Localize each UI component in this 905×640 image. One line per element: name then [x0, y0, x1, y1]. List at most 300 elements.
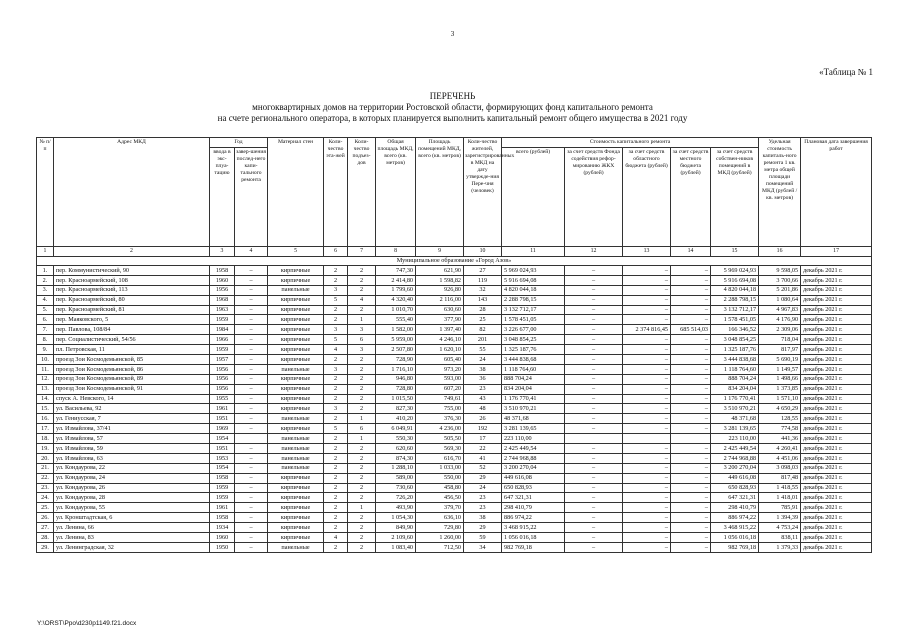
cell-cost-fund: – — [565, 266, 623, 276]
cell-deadline: декабрь 2021 г. — [801, 345, 872, 355]
cell-premises-area: 926,80 — [416, 285, 464, 295]
cell-total-area: 550,30 — [376, 434, 416, 444]
cell-premises-area: 605,40 — [416, 355, 464, 365]
cell-floors: 2 — [324, 414, 348, 424]
cell-premises-area: 1 260,00 — [416, 533, 464, 543]
cell-entrances: 2 — [348, 305, 376, 315]
cell-cost-fund: – — [565, 355, 623, 365]
cell-wall-material: кирпичные — [268, 394, 324, 404]
cell-floors: 2 — [324, 305, 348, 315]
cell-cost-local: – — [671, 453, 711, 463]
cell-premises-area: 456,50 — [416, 493, 464, 503]
cell-residents: 59 — [464, 533, 502, 543]
cell-deadline: декабрь 2021 г. — [801, 384, 872, 394]
cell-cost-fund: – — [565, 493, 623, 503]
cell-row-number: 28. — [37, 533, 54, 543]
column-number: 5 — [268, 247, 324, 257]
cell-wall-material: кирпичные — [268, 355, 324, 365]
header-year-built: ввода в экс-плуа-тацию — [210, 148, 235, 247]
cell-cost-fund: – — [565, 374, 623, 384]
cell-year-repair: – — [235, 404, 268, 414]
cell-row-number: 3. — [37, 285, 54, 295]
cell-deadline: декабрь 2021 г. — [801, 493, 872, 503]
cell-cost-fund: – — [565, 364, 623, 374]
cell-premises-area: 376,30 — [416, 414, 464, 424]
header-cost-total: всего (рублей) — [502, 148, 565, 247]
table-row — [37, 404, 872, 414]
cell-cost-fund: – — [565, 453, 623, 463]
cell-year-built: 1961 — [210, 404, 235, 414]
cell-cost-regional: – — [623, 523, 671, 533]
cell-deadline: декабрь 2021 г. — [801, 355, 872, 365]
cell-entrances: 2 — [348, 542, 376, 552]
cell-residents: 201 — [464, 335, 502, 345]
cell-address: ул. Измайлова, 57 — [54, 434, 210, 444]
cell-address: проезд Зои Космодемьянской, 91 — [54, 384, 210, 394]
header-entrances: Коли-чество подъез-дов — [348, 138, 376, 247]
cell-floors: 2 — [324, 473, 348, 483]
cell-wall-material: кирпичные — [268, 374, 324, 384]
cell-cost-regional: – — [623, 355, 671, 365]
cell-cost-regional: – — [623, 453, 671, 463]
cell-residents: 41 — [464, 453, 502, 463]
cell-row-number: 10. — [37, 355, 54, 365]
cell-unit-cost: 1 379,33 — [759, 542, 801, 552]
cell-year-repair: – — [235, 355, 268, 365]
cell-total-area: 620,60 — [376, 444, 416, 454]
cell-total-area: 5 959,00 — [376, 335, 416, 345]
cell-year-built: 1954 — [210, 463, 235, 473]
cell-deadline: декабрь 2021 г. — [801, 453, 872, 463]
cell-cost-fund: – — [565, 483, 623, 493]
cell-address: пл. Петровская, 11 — [54, 345, 210, 355]
cell-cost-fund: – — [565, 414, 623, 424]
cell-cost-local: – — [671, 493, 711, 503]
cell-cost-fund: – — [565, 444, 623, 454]
cell-address: ул. Кондаурова, 26 — [54, 483, 210, 493]
cell-deadline: декабрь 2021 г. — [801, 513, 872, 523]
cell-floors: 2 — [324, 513, 348, 523]
cell-deadline: декабрь 2021 г. — [801, 473, 872, 483]
page-number: 3 — [450, 30, 455, 38]
cell-unit-cost: 3 700,66 — [759, 275, 801, 285]
cell-residents: 143 — [464, 295, 502, 305]
cell-year-repair: – — [235, 493, 268, 503]
cell-address: ул. Измайлова, 37/41 — [54, 424, 210, 434]
cell-cost-regional: – — [623, 384, 671, 394]
cell-cost-regional: – — [623, 315, 671, 325]
cell-cost-regional: 2 374 816,45 — [623, 325, 671, 335]
cell-cost-fund: – — [565, 503, 623, 513]
cell-cost-total: 3 048 854,25 — [502, 335, 565, 345]
cell-premises-area: 755,00 — [416, 404, 464, 414]
cell-premises-area: 379,70 — [416, 503, 464, 513]
cell-cost-regional: – — [623, 266, 671, 276]
cell-cost-local: – — [671, 285, 711, 295]
cell-year-built: 1959 — [210, 315, 235, 325]
cell-entrances: 2 — [348, 364, 376, 374]
table-row — [37, 345, 872, 355]
cell-year-repair: – — [235, 315, 268, 325]
cell-cost-total: 298 410,79 — [502, 503, 565, 513]
cell-total-area: 1 054,30 — [376, 513, 416, 523]
cell-total-area: 410,20 — [376, 414, 416, 424]
cell-unit-cost: 2 309,06 — [759, 325, 801, 335]
cell-cost-total: 888 704,24 — [502, 374, 565, 384]
cell-year-built: 1957 — [210, 355, 235, 365]
table-row — [37, 523, 872, 533]
cell-cost-owners: 4 820 044,18 — [711, 285, 759, 295]
column-number: 15 — [711, 247, 759, 257]
cell-total-area: 849,90 — [376, 523, 416, 533]
cell-year-built: 1934 — [210, 523, 235, 533]
cell-address: пер. Красноармейский, 113 — [54, 285, 210, 295]
cell-row-number: 14. — [37, 394, 54, 404]
cell-row-number: 17. — [37, 424, 54, 434]
cell-total-area: 555,40 — [376, 315, 416, 325]
cell-deadline: декабрь 2021 г. — [801, 533, 872, 543]
cell-year-repair: – — [235, 414, 268, 424]
cell-cost-regional: – — [623, 285, 671, 295]
column-number: 17 — [801, 247, 872, 257]
cell-premises-area: 377,90 — [416, 315, 464, 325]
cell-cost-fund: – — [565, 404, 623, 414]
table-row — [37, 335, 872, 345]
cell-floors: 2 — [324, 374, 348, 384]
cell-cost-total: 1 578 451,05 — [502, 315, 565, 325]
cell-year-repair: – — [235, 266, 268, 276]
table-row — [37, 285, 872, 295]
cell-premises-area: 505,50 — [416, 434, 464, 444]
cell-year-repair: – — [235, 523, 268, 533]
cell-unit-cost: 5 690,19 — [759, 355, 801, 365]
document-subtitle-line2: на счете регионального оператора, в которых планируется выполнить капитальный ремонт общего имущества в 2021 году — [217, 113, 688, 123]
cell-cost-local: – — [671, 335, 711, 345]
cell-cost-owners: 982 769,18 — [711, 542, 759, 552]
cell-year-repair: – — [235, 424, 268, 434]
cell-cost-local: – — [671, 266, 711, 276]
column-number: 7 — [348, 247, 376, 257]
cell-deadline: декабрь 2021 г. — [801, 424, 872, 434]
cell-entrances: 3 — [348, 345, 376, 355]
cell-cost-total: 3 468 915,22 — [502, 523, 565, 533]
cell-cost-owners: 166 346,52 — [711, 325, 759, 335]
cell-deadline: декабрь 2021 г. — [801, 275, 872, 285]
cell-address: ул. Васильева, 92 — [54, 404, 210, 414]
cell-cost-owners: 2 288 798,15 — [711, 295, 759, 305]
cell-year-built: 1961 — [210, 503, 235, 513]
cell-premises-area: 569,30 — [416, 444, 464, 454]
table-row — [37, 325, 872, 335]
cell-cost-total: 834 204,04 — [502, 384, 565, 394]
cell-cost-fund: – — [565, 305, 623, 315]
cell-address: пер. Маяковского, 5 — [54, 315, 210, 325]
cell-floors: 2 — [324, 384, 348, 394]
cell-cost-local: – — [671, 275, 711, 285]
cell-premises-area: 621,90 — [416, 266, 464, 276]
column-number: 13 — [623, 247, 671, 257]
cell-address: ул. Кондаурова, 22 — [54, 463, 210, 473]
cell-unit-cost: 4 451,06 — [759, 453, 801, 463]
cell-residents: 82 — [464, 325, 502, 335]
cell-year-built: 1959 — [210, 493, 235, 503]
cell-floors: 4 — [324, 533, 348, 543]
cell-year-repair: – — [235, 503, 268, 513]
cell-premises-area: 593,00 — [416, 374, 464, 384]
cell-cost-local: – — [671, 424, 711, 434]
cell-floors: 4 — [324, 345, 348, 355]
cell-cost-total: 650 828,93 — [502, 483, 565, 493]
cell-premises-area: 4 236,00 — [416, 424, 464, 434]
cell-total-area: 726,20 — [376, 493, 416, 503]
cell-address: ул. Измайлова, 63 — [54, 453, 210, 463]
header-address: Адрес МКД — [54, 138, 210, 247]
cell-floors: 2 — [324, 493, 348, 503]
cell-premises-area: 2 116,00 — [416, 295, 464, 305]
column-number: 6 — [324, 247, 348, 257]
header-unit-cost: Удельная стоимость капиталь-ного ремонта 1 кв. метра общей площади помещений МКД (рублей / кв. метров) — [759, 138, 801, 247]
cell-cost-owners: 3 510 970,21 — [711, 404, 759, 414]
cell-residents: 26 — [464, 414, 502, 424]
cell-cost-fund: – — [565, 523, 623, 533]
cell-cost-local: – — [671, 503, 711, 513]
cell-year-repair: – — [235, 345, 268, 355]
cell-entrances: 2 — [348, 513, 376, 523]
cell-unit-cost: 1 149,57 — [759, 364, 801, 374]
cell-row-number: 25. — [37, 503, 54, 513]
cell-cost-regional: – — [623, 335, 671, 345]
cell-cost-owners: 1 118 764,60 — [711, 364, 759, 374]
column-number: 12 — [565, 247, 623, 257]
cell-row-number: 21. — [37, 463, 54, 473]
cell-unit-cost: 718,04 — [759, 335, 801, 345]
cell-total-area: 1 716,10 — [376, 364, 416, 374]
cell-cost-regional: – — [623, 305, 671, 315]
cell-address: ул. Кондаурова, 28 — [54, 493, 210, 503]
cell-entrances: 6 — [348, 335, 376, 345]
column-number: 10 — [464, 247, 502, 257]
table-row — [37, 414, 872, 424]
cell-residents: 23 — [464, 493, 502, 503]
cell-cost-owners: 834 204,04 — [711, 384, 759, 394]
cell-year-repair: – — [235, 542, 268, 552]
cell-year-repair: – — [235, 483, 268, 493]
cell-cost-total: 4 820 044,18 — [502, 285, 565, 295]
cell-cost-regional: – — [623, 364, 671, 374]
cell-premises-area: 973,20 — [416, 364, 464, 374]
cell-deadline: декабрь 2021 г. — [801, 325, 872, 335]
cell-floors: 3 — [324, 285, 348, 295]
cell-address: пер. Красноармейский, 80 — [54, 295, 210, 305]
cell-unit-cost: 1 418,01 — [759, 493, 801, 503]
cell-year-built: 1956 — [210, 285, 235, 295]
column-number: 4 — [235, 247, 268, 257]
cell-entrances: 2 — [348, 355, 376, 365]
cell-residents: 24 — [464, 355, 502, 365]
cell-cost-total: 223 110,00 — [502, 434, 565, 444]
cell-wall-material: кирпичные — [268, 384, 324, 394]
cell-cost-total: 2 288 798,15 — [502, 295, 565, 305]
cell-total-area: 2 414,80 — [376, 275, 416, 285]
cell-row-number: 19. — [37, 444, 54, 454]
table-row — [37, 374, 872, 384]
cell-row-number: 6. — [37, 315, 54, 325]
cell-wall-material: панельные — [268, 414, 324, 424]
cell-year-repair: – — [235, 394, 268, 404]
cell-cost-total: 3 510 970,21 — [502, 404, 565, 414]
cell-premises-area: 630,60 — [416, 305, 464, 315]
cell-cost-regional: – — [623, 542, 671, 552]
cell-deadline: декабрь 2021 г. — [801, 463, 872, 473]
cell-unit-cost: 4 753,24 — [759, 523, 801, 533]
cell-year-repair: – — [235, 374, 268, 384]
cell-cost-regional: – — [623, 503, 671, 513]
cell-entrances: 2 — [348, 394, 376, 404]
cell-row-number: 16. — [37, 414, 54, 424]
cell-cost-owners: 298 410,79 — [711, 503, 759, 513]
header-year-repair: завер-шения послед-него капи-тального ремонта — [235, 148, 268, 247]
cell-entrances: 2 — [348, 473, 376, 483]
cell-wall-material: кирпичные — [268, 473, 324, 483]
cell-cost-regional: – — [623, 345, 671, 355]
cell-cost-owners: 1 056 016,18 — [711, 533, 759, 543]
table-row — [37, 305, 872, 315]
cell-cost-owners: 223 110,00 — [711, 434, 759, 444]
table-row — [37, 483, 872, 493]
cell-wall-material: кирпичные — [268, 305, 324, 315]
table-row — [37, 424, 872, 434]
cell-unit-cost: 1 498,66 — [759, 374, 801, 384]
column-number: 8 — [376, 247, 416, 257]
cell-year-repair: – — [235, 453, 268, 463]
cell-cost-owners: 3 444 838,68 — [711, 355, 759, 365]
cell-cost-regional: – — [623, 533, 671, 543]
cell-premises-area: 1 397,40 — [416, 325, 464, 335]
cell-row-number: 9. — [37, 345, 54, 355]
cell-year-repair: – — [235, 473, 268, 483]
cell-cost-total: 5 916 694,08 — [502, 275, 565, 285]
cell-address: пер. Павлова, 108/84 — [54, 325, 210, 335]
cell-deadline: декабрь 2021 г. — [801, 305, 872, 315]
cell-wall-material: кирпичные — [268, 513, 324, 523]
buildings-table — [36, 137, 872, 553]
cell-deadline: декабрь 2021 г. — [801, 414, 872, 424]
cell-premises-area: 636,10 — [416, 513, 464, 523]
cell-floors: 2 — [324, 275, 348, 285]
cell-unit-cost: 4 650,29 — [759, 404, 801, 414]
cell-row-number: 12. — [37, 374, 54, 384]
header-cost-regional: за счет средств областного бюджета (рублей) — [623, 148, 671, 247]
table-row — [37, 533, 872, 543]
cell-address: пер. Социалистический, 54/56 — [54, 335, 210, 345]
header-floors: Коли-чество эта-жей — [324, 138, 348, 247]
cell-row-number: 23. — [37, 483, 54, 493]
cell-unit-cost: 1 080,64 — [759, 295, 801, 305]
cell-cost-local: – — [671, 463, 711, 473]
cell-floors: 2 — [324, 444, 348, 454]
table-row — [37, 542, 872, 552]
cell-wall-material: кирпичные — [268, 483, 324, 493]
cell-cost-owners: 3 048 854,25 — [711, 335, 759, 345]
cell-row-number: 24. — [37, 493, 54, 503]
cell-address: проезд Зои Космодемьянской, 85 — [54, 355, 210, 365]
table-row — [37, 503, 872, 513]
cell-cost-regional: – — [623, 473, 671, 483]
cell-entrances: 2 — [348, 493, 376, 503]
cell-residents: 22 — [464, 444, 502, 454]
cell-unit-cost: 817,97 — [759, 345, 801, 355]
cell-cost-owners: 3 200 270,04 — [711, 463, 759, 473]
cell-cost-owners: 5 916 694,08 — [711, 275, 759, 285]
cell-residents: 192 — [464, 424, 502, 434]
cell-total-area: 493,90 — [376, 503, 416, 513]
cell-year-repair: – — [235, 325, 268, 335]
cell-cost-total: 1 325 187,76 — [502, 345, 565, 355]
cell-row-number: 2. — [37, 275, 54, 285]
cell-address: ул. Ленинградская, 32 — [54, 542, 210, 552]
cell-year-repair: – — [235, 275, 268, 285]
cell-address: ул. Ленина, 66 — [54, 523, 210, 533]
cell-year-repair: – — [235, 305, 268, 315]
cell-residents: 25 — [464, 315, 502, 325]
cell-unit-cost: 4 176,90 — [759, 315, 801, 325]
cell-year-repair: – — [235, 285, 268, 295]
cell-floors: 2 — [324, 483, 348, 493]
cell-cost-total: 1 056 016,18 — [502, 533, 565, 543]
cell-row-number: 4. — [37, 295, 54, 305]
cell-residents: 23 — [464, 384, 502, 394]
cell-wall-material: панельные — [268, 463, 324, 473]
cell-cost-owners: 48 371,68 — [711, 414, 759, 424]
table-body — [37, 247, 872, 553]
cell-year-built: 1968 — [210, 295, 235, 305]
cell-residents: 36 — [464, 374, 502, 384]
cell-year-repair: – — [235, 364, 268, 374]
cell-address: ул. Гениусская, 7 — [54, 414, 210, 424]
cell-floors: 3 — [324, 325, 348, 335]
cell-wall-material: кирпичные — [268, 335, 324, 345]
cell-unit-cost: 5 201,86 — [759, 285, 801, 295]
cell-cost-local: – — [671, 345, 711, 355]
cell-premises-area: 1 598,82 — [416, 275, 464, 285]
cell-year-built: 1966 — [210, 335, 235, 345]
header-residents: Коли-чество жителей, зарегистрированных в МКД на дату утвержде-ния Пере-чня (человек) — [464, 138, 502, 247]
cell-wall-material: панельные — [268, 542, 324, 552]
cell-floors: 2 — [324, 523, 348, 533]
cell-cost-fund: – — [565, 394, 623, 404]
cell-cost-owners: 886 974,22 — [711, 513, 759, 523]
cell-cost-total: 886 974,22 — [502, 513, 565, 523]
cell-year-built: 1960 — [210, 275, 235, 285]
cell-cost-owners: 3 132 712,17 — [711, 305, 759, 315]
column-number: 16 — [759, 247, 801, 257]
cell-cost-fund: – — [565, 384, 623, 394]
cell-cost-owners: 3 281 139,65 — [711, 424, 759, 434]
cell-address: пер. Красноармейский, 81 — [54, 305, 210, 315]
cell-wall-material: панельные — [268, 453, 324, 463]
header-cost-owners: за счет средств собствен-ников помещений в МКД (рублей) — [711, 148, 759, 247]
cell-wall-material: кирпичные — [268, 295, 324, 305]
cell-deadline: декабрь 2021 г. — [801, 266, 872, 276]
cell-year-repair: – — [235, 444, 268, 454]
cell-residents: 32 — [464, 285, 502, 295]
cell-row-number: 26. — [37, 513, 54, 523]
cell-deadline: декабрь 2021 г. — [801, 523, 872, 533]
cell-entrances: 2 — [348, 266, 376, 276]
cell-year-built: 1969 — [210, 424, 235, 434]
cell-address: пер. Красноармейский, 108 — [54, 275, 210, 285]
cell-cost-fund: – — [565, 325, 623, 335]
